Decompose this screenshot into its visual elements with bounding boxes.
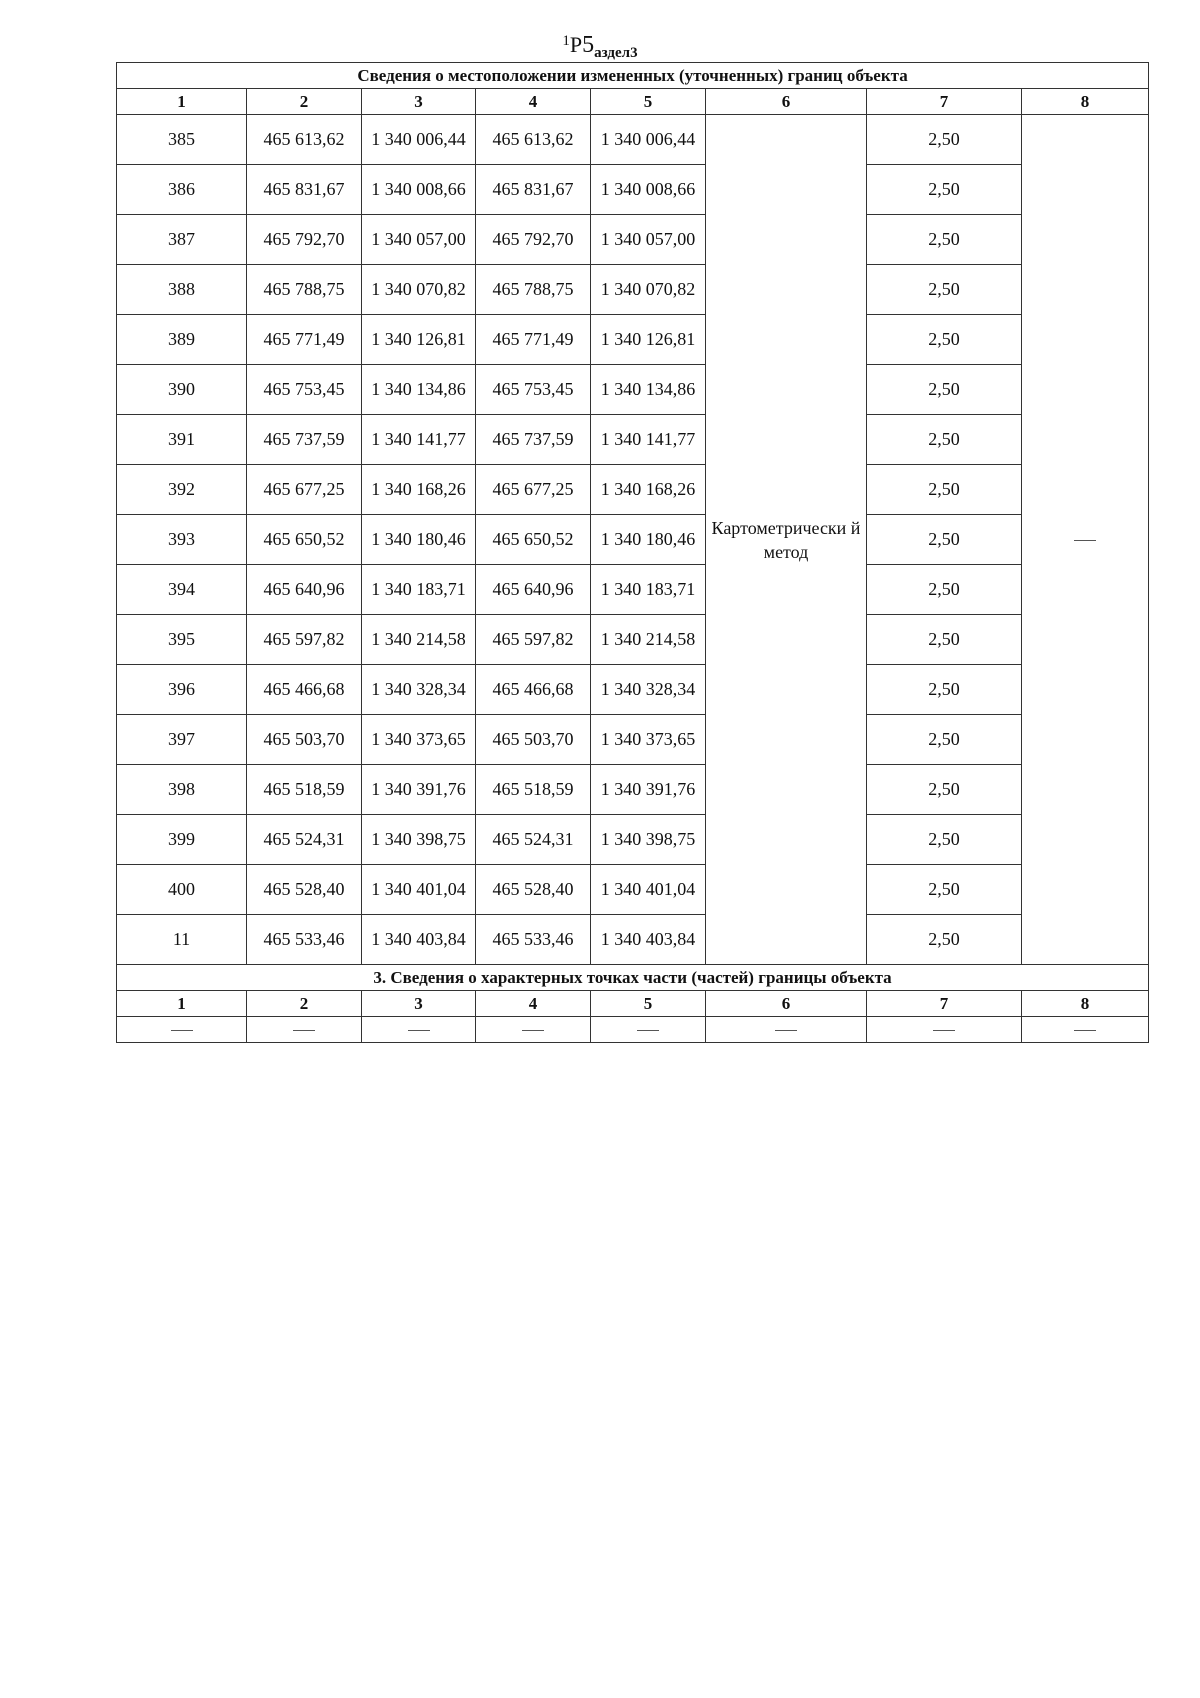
cell-x-new: 465 518,59: [476, 765, 591, 815]
cell-x-new: 465 597,82: [476, 615, 591, 665]
cell-x-old: 465 771,49: [247, 315, 362, 365]
s3-col-number-8: 8: [1022, 991, 1149, 1017]
cell-precision: 2,50: [867, 815, 1022, 865]
cell-y-old: 1 340 126,81: [362, 315, 476, 365]
cell-x-old: 465 792,70: [247, 215, 362, 265]
cell-point: 395: [117, 615, 247, 665]
cell-y-old: 1 340 057,00: [362, 215, 476, 265]
cell-precision: 2,50: [867, 665, 1022, 715]
col-number-6: 6: [706, 89, 867, 115]
column-number-row: [117, 89, 1149, 115]
section3-column-number-row: [117, 991, 1149, 1017]
table-row: [117, 215, 1149, 265]
cell-y-new: 1 340 070,82: [591, 265, 706, 315]
cell-y-old: 1 340 214,58: [362, 615, 476, 665]
s3-col-number-6: 6: [706, 991, 867, 1017]
dash-mark: [522, 1030, 544, 1031]
section-title-row: [117, 63, 1149, 89]
section3-title-row: [117, 965, 1149, 991]
cell-y-old: 1 340 401,04: [362, 865, 476, 915]
cell-x-new: 465 466,68: [476, 665, 591, 715]
table-row: [117, 915, 1149, 965]
cell-x-old: 465 753,45: [247, 365, 362, 415]
cell-y-new: 1 340 403,84: [591, 915, 706, 965]
cell-point: 388: [117, 265, 247, 315]
cell-precision: 2,50: [867, 565, 1022, 615]
table-row: [117, 465, 1149, 515]
cell-x-new: 465 792,70: [476, 215, 591, 265]
cell-y-new: 1 340 214,58: [591, 615, 706, 665]
header-number: 5: [582, 32, 595, 58]
cell-y-old: 1 340 391,76: [362, 765, 476, 815]
cell-precision: 2,50: [867, 765, 1022, 815]
cell-y-old: 1 340 180,46: [362, 515, 476, 565]
s3-col-number-7: 7: [867, 991, 1022, 1017]
table-body: [117, 63, 1149, 1043]
cell-precision: 2,50: [867, 265, 1022, 315]
table-row: [117, 165, 1149, 215]
col-number-3: 3: [362, 89, 476, 115]
cell-point: 391: [117, 415, 247, 465]
boundary-table: [116, 62, 1149, 1043]
cell-y-new: 1 340 373,65: [591, 715, 706, 765]
cell-point: 394: [117, 565, 247, 615]
cell-point: 11: [117, 915, 247, 965]
cell-x-old: 465 831,67: [247, 165, 362, 215]
cell-x-old: 465 640,96: [247, 565, 362, 615]
col-number-2: 2: [247, 89, 362, 115]
dash-mark: [408, 1030, 430, 1031]
cell-point: 390: [117, 365, 247, 415]
s3-col-number-2: 2: [247, 991, 362, 1017]
cell-y-old: 1 340 373,65: [362, 715, 476, 765]
cell-precision: 2,50: [867, 165, 1022, 215]
cell-y-new: 1 340 006,44: [591, 115, 706, 165]
cell-y-old: 1 340 328,34: [362, 665, 476, 715]
cell-y-new: 1 340 008,66: [591, 165, 706, 215]
cell-precision: 2,50: [867, 115, 1022, 165]
cell-y-new: 1 340 057,00: [591, 215, 706, 265]
method-cell: Картометрически й метод: [706, 115, 867, 965]
cell-point: 389: [117, 315, 247, 365]
cell-y-old: 1 340 070,82: [362, 265, 476, 315]
cell-x-old: 465 503,70: [247, 715, 362, 765]
s3-col-number-3: 3: [362, 991, 476, 1017]
col-number-1: 1: [117, 89, 247, 115]
cell-precision: 2,50: [867, 515, 1022, 565]
cell-x-new: 465 737,59: [476, 415, 591, 465]
cell-precision: 2,50: [867, 615, 1022, 665]
cell-x-new: 465 831,67: [476, 165, 591, 215]
empty-cell: [117, 1017, 247, 1043]
cell-y-old: 1 340 008,66: [362, 165, 476, 215]
table-row: [117, 815, 1149, 865]
cell-y-new: 1 340 401,04: [591, 865, 706, 915]
header-superscript: 1: [562, 33, 570, 49]
dash-mark: [293, 1030, 315, 1031]
cell-y-old: 1 340 168,26: [362, 465, 476, 515]
table-row: [117, 615, 1149, 665]
cell-point: 385: [117, 115, 247, 165]
cell-point: 399: [117, 815, 247, 865]
table-row: [117, 365, 1149, 415]
cell-precision: 2,50: [867, 715, 1022, 765]
cell-point: 400: [117, 865, 247, 915]
cell-point: 398: [117, 765, 247, 815]
empty-cell: [476, 1017, 591, 1043]
cell-x-new: 465 640,96: [476, 565, 591, 615]
cell-y-new: 1 340 134,86: [591, 365, 706, 415]
cell-x-old: 465 650,52: [247, 515, 362, 565]
table-row: [117, 315, 1149, 365]
cell-x-new: 465 650,52: [476, 515, 591, 565]
dash-mark: [171, 1030, 193, 1031]
cell-precision: 2,50: [867, 365, 1022, 415]
empty-cell: [591, 1017, 706, 1043]
cell-point: 393: [117, 515, 247, 565]
s3-col-number-4: 4: [476, 991, 591, 1017]
table-row: [117, 565, 1149, 615]
cell-y-new: 1 340 183,71: [591, 565, 706, 615]
table-row: [117, 515, 1149, 565]
cell-x-old: 465 613,62: [247, 115, 362, 165]
cell-x-old: 465 518,59: [247, 765, 362, 815]
cell-y-new: 1 340 328,34: [591, 665, 706, 715]
cell-x-old: 465 788,75: [247, 265, 362, 315]
cell-x-old: 465 677,25: [247, 465, 362, 515]
header-subscript: аздел3: [594, 45, 638, 61]
section3-title: 3. Сведения о характерных точках части (частей) границы объекта: [117, 965, 1149, 991]
dash-mark: [1074, 540, 1096, 541]
col-number-4: 4: [476, 89, 591, 115]
cell-y-new: 1 340 126,81: [591, 315, 706, 365]
empty-cell: [1022, 1017, 1149, 1043]
cell-x-new: 465 503,70: [476, 715, 591, 765]
cell-x-old: 465 466,68: [247, 665, 362, 715]
table-row: [117, 415, 1149, 465]
table-row: [117, 765, 1149, 815]
dash-mark: [775, 1030, 797, 1031]
table-row: [117, 115, 1149, 165]
cell-x-old: 465 524,31: [247, 815, 362, 865]
dash-mark: [1074, 1030, 1096, 1031]
dash-mark: [933, 1030, 955, 1031]
dash-mark: [637, 1030, 659, 1031]
cell-precision: 2,50: [867, 415, 1022, 465]
col-number-5: 5: [591, 89, 706, 115]
description-cell: [1022, 115, 1149, 965]
cell-y-old: 1 340 183,71: [362, 565, 476, 615]
cell-x-new: 465 771,49: [476, 315, 591, 365]
cell-y-new: 1 340 141,77: [591, 415, 706, 465]
cell-point: 387: [117, 215, 247, 265]
cell-x-old: 465 737,59: [247, 415, 362, 465]
s3-col-number-5: 5: [591, 991, 706, 1017]
header-letter: Р: [569, 32, 583, 57]
table-row: [117, 265, 1149, 315]
cell-y-new: 1 340 391,76: [591, 765, 706, 815]
cell-y-old: 1 340 141,77: [362, 415, 476, 465]
s3-col-number-1: 1: [117, 991, 247, 1017]
cell-point: 392: [117, 465, 247, 515]
empty-cell: [247, 1017, 362, 1043]
empty-cell: [867, 1017, 1022, 1043]
cell-y-new: 1 340 398,75: [591, 815, 706, 865]
cell-x-new: 465 753,45: [476, 365, 591, 415]
cell-x-new: 465 613,62: [476, 115, 591, 165]
empty-cell: [362, 1017, 476, 1043]
cell-precision: 2,50: [867, 865, 1022, 915]
cell-x-old: 465 533,46: [247, 915, 362, 965]
cell-point: 386: [117, 165, 247, 215]
table-row: [117, 665, 1149, 715]
col-number-8: 8: [1022, 89, 1149, 115]
section3-empty-row: [117, 1017, 1149, 1043]
cell-x-old: 465 597,82: [247, 615, 362, 665]
cell-y-new: 1 340 168,26: [591, 465, 706, 515]
cell-point: 396: [117, 665, 247, 715]
cell-precision: 2,50: [867, 915, 1022, 965]
cell-x-new: 465 528,40: [476, 865, 591, 915]
cell-x-new: 465 533,46: [476, 915, 591, 965]
cell-precision: 2,50: [867, 465, 1022, 515]
col-number-7: 7: [867, 89, 1022, 115]
table-row: [117, 715, 1149, 765]
cell-y-old: 1 340 006,44: [362, 115, 476, 165]
cell-x-old: 465 528,40: [247, 865, 362, 915]
cell-y-old: 1 340 398,75: [362, 815, 476, 865]
page-header: [0, 30, 1200, 64]
empty-cell: [706, 1017, 867, 1043]
cell-y-new: 1 340 180,46: [591, 515, 706, 565]
cell-x-new: 465 524,31: [476, 815, 591, 865]
cell-y-old: 1 340 403,84: [362, 915, 476, 965]
cell-precision: 2,50: [867, 215, 1022, 265]
cell-x-new: 465 788,75: [476, 265, 591, 315]
cell-precision: 2,50: [867, 315, 1022, 365]
section-title: Сведения о местоположении измененных (уточненных) границ объекта: [117, 63, 1149, 89]
table-row: [117, 865, 1149, 915]
cell-x-new: 465 677,25: [476, 465, 591, 515]
cell-point: 397: [117, 715, 247, 765]
cell-y-old: 1 340 134,86: [362, 365, 476, 415]
